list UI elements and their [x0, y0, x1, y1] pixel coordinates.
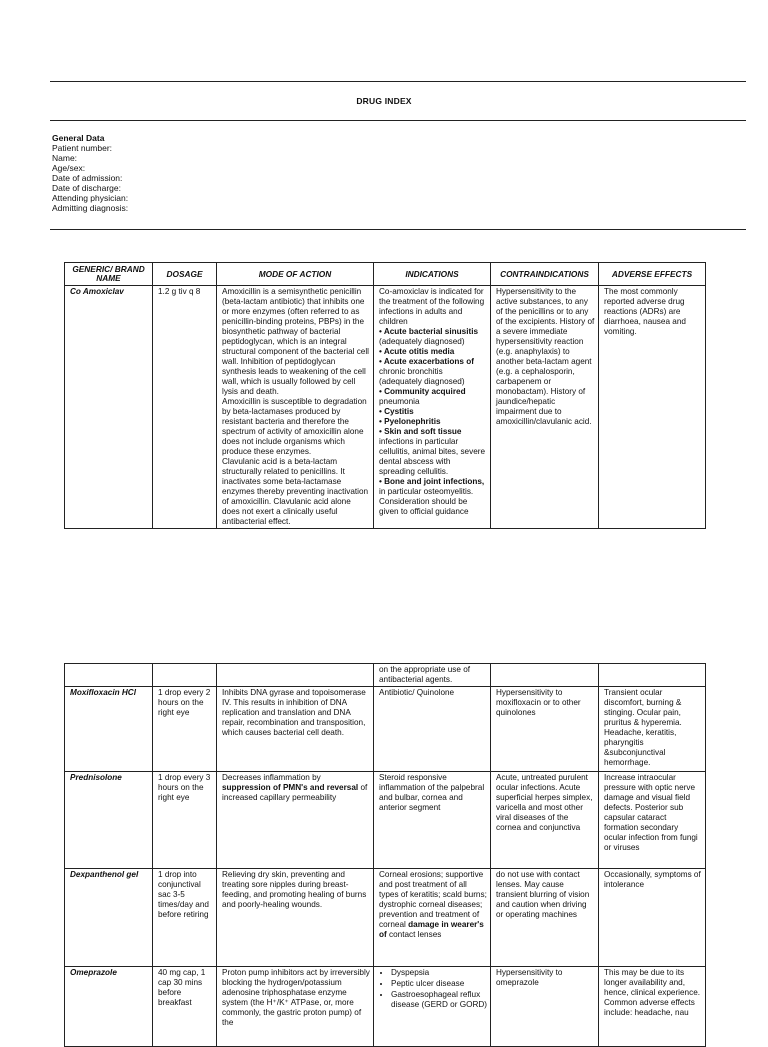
- field-name: Name:: [52, 153, 78, 163]
- indications: Steroid responsive inflammation of the palpebral and bulbar, cornea and anterior segment: [374, 772, 491, 869]
- ind-item: • Pyelonephritis: [379, 417, 441, 426]
- adverse-effects: Transient ocular discomfort, burning & stinging. Ocular pain, pruritus & hyperemia. Headache, keratitis, pharyngitis &subconjunctival hemorrhage.: [599, 687, 706, 772]
- list-item: • Peptic ulcer disease: [391, 979, 487, 989]
- table-row: [65, 687, 706, 772]
- field-admitting-diagnosis: Admitting diagnosis:: [52, 203, 129, 213]
- field-date-admission: Date of admission:: [52, 173, 123, 183]
- generic-name: Dexpanthenol gel: [65, 869, 153, 967]
- adverse-effects: Increase intraocular pressure with optic nerve damage and visual field defects. Posterior sub capsular cataract formation secondary ocular infection from fungi or viruses: [599, 772, 706, 869]
- contraindications: Hypersensitivity to the active substances, to any of the penicillins or to any of the excipients. History of a severe immediate hypersensitivity reaction (e.g. anaphylaxis) to another beta-lactam agent (e.g. a cephalosporin, carbapenem or monobactam). History of jaundice/hepatic impairment due to amoxicillin/clavulanic acid.: [491, 286, 599, 529]
- ind-intro: Co-amoxiclav is indicated for the treatment of the following infections in adults and children: [379, 287, 485, 326]
- general-data-heading: General Data: [52, 133, 105, 143]
- adverse-effects: The most commonly reported adverse drug reactions (ADRs) are diarrhoea, nausea and vomiting.: [599, 286, 706, 529]
- col-indications: INDICATIONS: [374, 263, 491, 286]
- col-adverse-effects: ADVERSE EFFECTS: [599, 263, 706, 286]
- dosage: 1.2 g tiv q 8: [153, 286, 217, 529]
- moa-paragraph: Clavulanic acid is a beta-lactam structurally related to penicillins. It inactivates some beta-lactamase enzymes thereby preventing inactivation of amoxicillin. Clavulanic acid alone does not exert a clinically useful antibacterial effect.: [222, 457, 369, 526]
- ind-item: • Acute exacerbations of chronic bronchitis (adequately diagnosed): [379, 357, 474, 386]
- ind-item: • Acute otitis media: [379, 347, 455, 356]
- mode-of-action: Relieving dry skin, preventing and treating sore nipples during breast-feeding, and promoting healing of burns and poorly-healing wounds.: [217, 869, 374, 967]
- dosage: 1 drop every 3 hours on the right eye: [153, 772, 217, 869]
- moa-paragraph: Amoxicillin is a semisynthetic penicillin (beta-lactam antibiotic) that inhibits one or more enzymes (often referred to as penicillin-binding proteins, PBPs) in the biosynthetic pathway of bacterial peptidoglycan, which is an integral structural component of the bacterial cell wall. Inhibition of peptidoglycan synthesis leads to weakening of the cell wall, which is usually followed by cell lysis and death.: [222, 287, 369, 396]
- ind-item: • Bone and joint infections, in particular osteomyelitis.: [379, 477, 485, 496]
- field-age-sex: Age/sex:: [52, 163, 86, 173]
- table-row: [65, 664, 706, 687]
- contraindications: Acute, untreated purulent ocular infections. Acute superficial herpes simplex, varicella and most other viral diseases of the cornea and conjunctiva: [491, 772, 599, 869]
- ind-item: • Skin and soft tissue infections in particular cellulitis, animal bites, severe dental abscess with spreading cellulitis.: [379, 427, 486, 476]
- list-item: • Gastroesophageal reflux disease (GERD or GORD): [391, 990, 487, 1010]
- col-generic: GENERIC/ BRAND NAME: [65, 263, 153, 286]
- indications: Antibiotic/ Quinolone: [374, 687, 491, 772]
- contraindications: Hypersensitivity to omeprazole: [491, 967, 599, 1047]
- ind-item: • Acute bacterial sinusitis (adequately diagnosed): [379, 327, 479, 346]
- field-attending-physician: Attending physician:: [52, 193, 129, 203]
- col-contraindications: CONTRAINDICATIONS: [491, 263, 599, 286]
- contraindications: Hypersensitivity to moxifloxacin or to other quinolones: [491, 687, 599, 772]
- table-row: [65, 286, 706, 529]
- top-rule: [50, 81, 746, 82]
- field-patient-number: Patient number:: [52, 143, 113, 153]
- dosage: 40 mg cap, 1 cap 30 mins before breakfast: [153, 967, 217, 1047]
- col-dosage: DOSAGE: [153, 263, 217, 286]
- indications: [374, 967, 491, 1047]
- indications: Corneal erosions; supportive and post treatment of all types of keratitis; scald burns; dystrophic corneal diseases; prevention and treatment of corneal damage in wearer's of contact lenses: [374, 869, 491, 967]
- page-title: DRUG INDEX: [356, 96, 412, 106]
- table-row: [65, 967, 706, 1047]
- adverse-effects: This may be due to its longer availability and, hence, clinical experience. Common adverse effects include: headache, nau: [599, 967, 706, 1047]
- ind-outro: Consideration should be given to official guidance: [379, 497, 469, 516]
- indications-list: [379, 968, 487, 1010]
- ind-item: • Cystitis: [379, 407, 414, 416]
- col-mode-of-action: MODE OF ACTION: [217, 263, 374, 286]
- title-rule: [50, 120, 746, 121]
- general-data-section: [52, 133, 128, 213]
- generic-name: Prednisolone: [65, 772, 153, 869]
- list-item: • Dyspepsia: [391, 968, 487, 978]
- general-data-rule: [50, 229, 746, 230]
- indications-continuation: on the appropriate use of antibacterial agents.: [374, 664, 491, 687]
- mode-of-action: [217, 286, 374, 529]
- mode-of-action: Proton pump inhibitors act by irreversibly blocking the hydrogen/potassium adenosine triphosphatase enzyme system (the H⁺/K⁺ ATPase, or, more commonly, the gastric proton pump) of the: [217, 967, 374, 1047]
- generic-name: Moxifloxacin HCl: [65, 687, 153, 772]
- indications: [374, 286, 491, 529]
- table-row: [65, 772, 706, 869]
- moa-paragraph: Amoxicillin is susceptible to degradation by beta-lactamases produced by resistant bacteria and therefore the spectrum of activity of amoxicillin alone does not include organisms which produce these enzymes.: [222, 397, 367, 456]
- ind-item: • Community acquired pneumonia: [379, 387, 466, 406]
- contraindications: do not use with contact lenses. May cause transient blurring of vision and caution when driving or operating machines: [491, 869, 599, 967]
- drug-table-2: [64, 663, 706, 1047]
- dosage: 1 drop every 2 hours on the right eye: [153, 687, 217, 772]
- adverse-effects: Occasionally, symptoms of intolerance: [599, 869, 706, 967]
- table-row: [65, 869, 706, 967]
- table-header-row: [65, 263, 706, 286]
- field-date-discharge: Date of discharge:: [52, 183, 121, 193]
- dosage: 1 drop into conjunctival sac 3-5 times/day and before retiring: [153, 869, 217, 967]
- generic-name: Omeprazole: [65, 967, 153, 1047]
- mode-of-action: Inhibits DNA gyrase and topoisomerase IV. This results in inhibition of DNA replication and translation and DNA repair, recombination and transposition, which causes bacterial cell death.: [217, 687, 374, 772]
- drug-table-1: [64, 262, 706, 529]
- generic-name: Co Amoxiclav: [65, 286, 153, 529]
- mode-of-action: Decreases inflammation by suppression of PMN's and reversal of increased capillary permeability: [217, 772, 374, 869]
